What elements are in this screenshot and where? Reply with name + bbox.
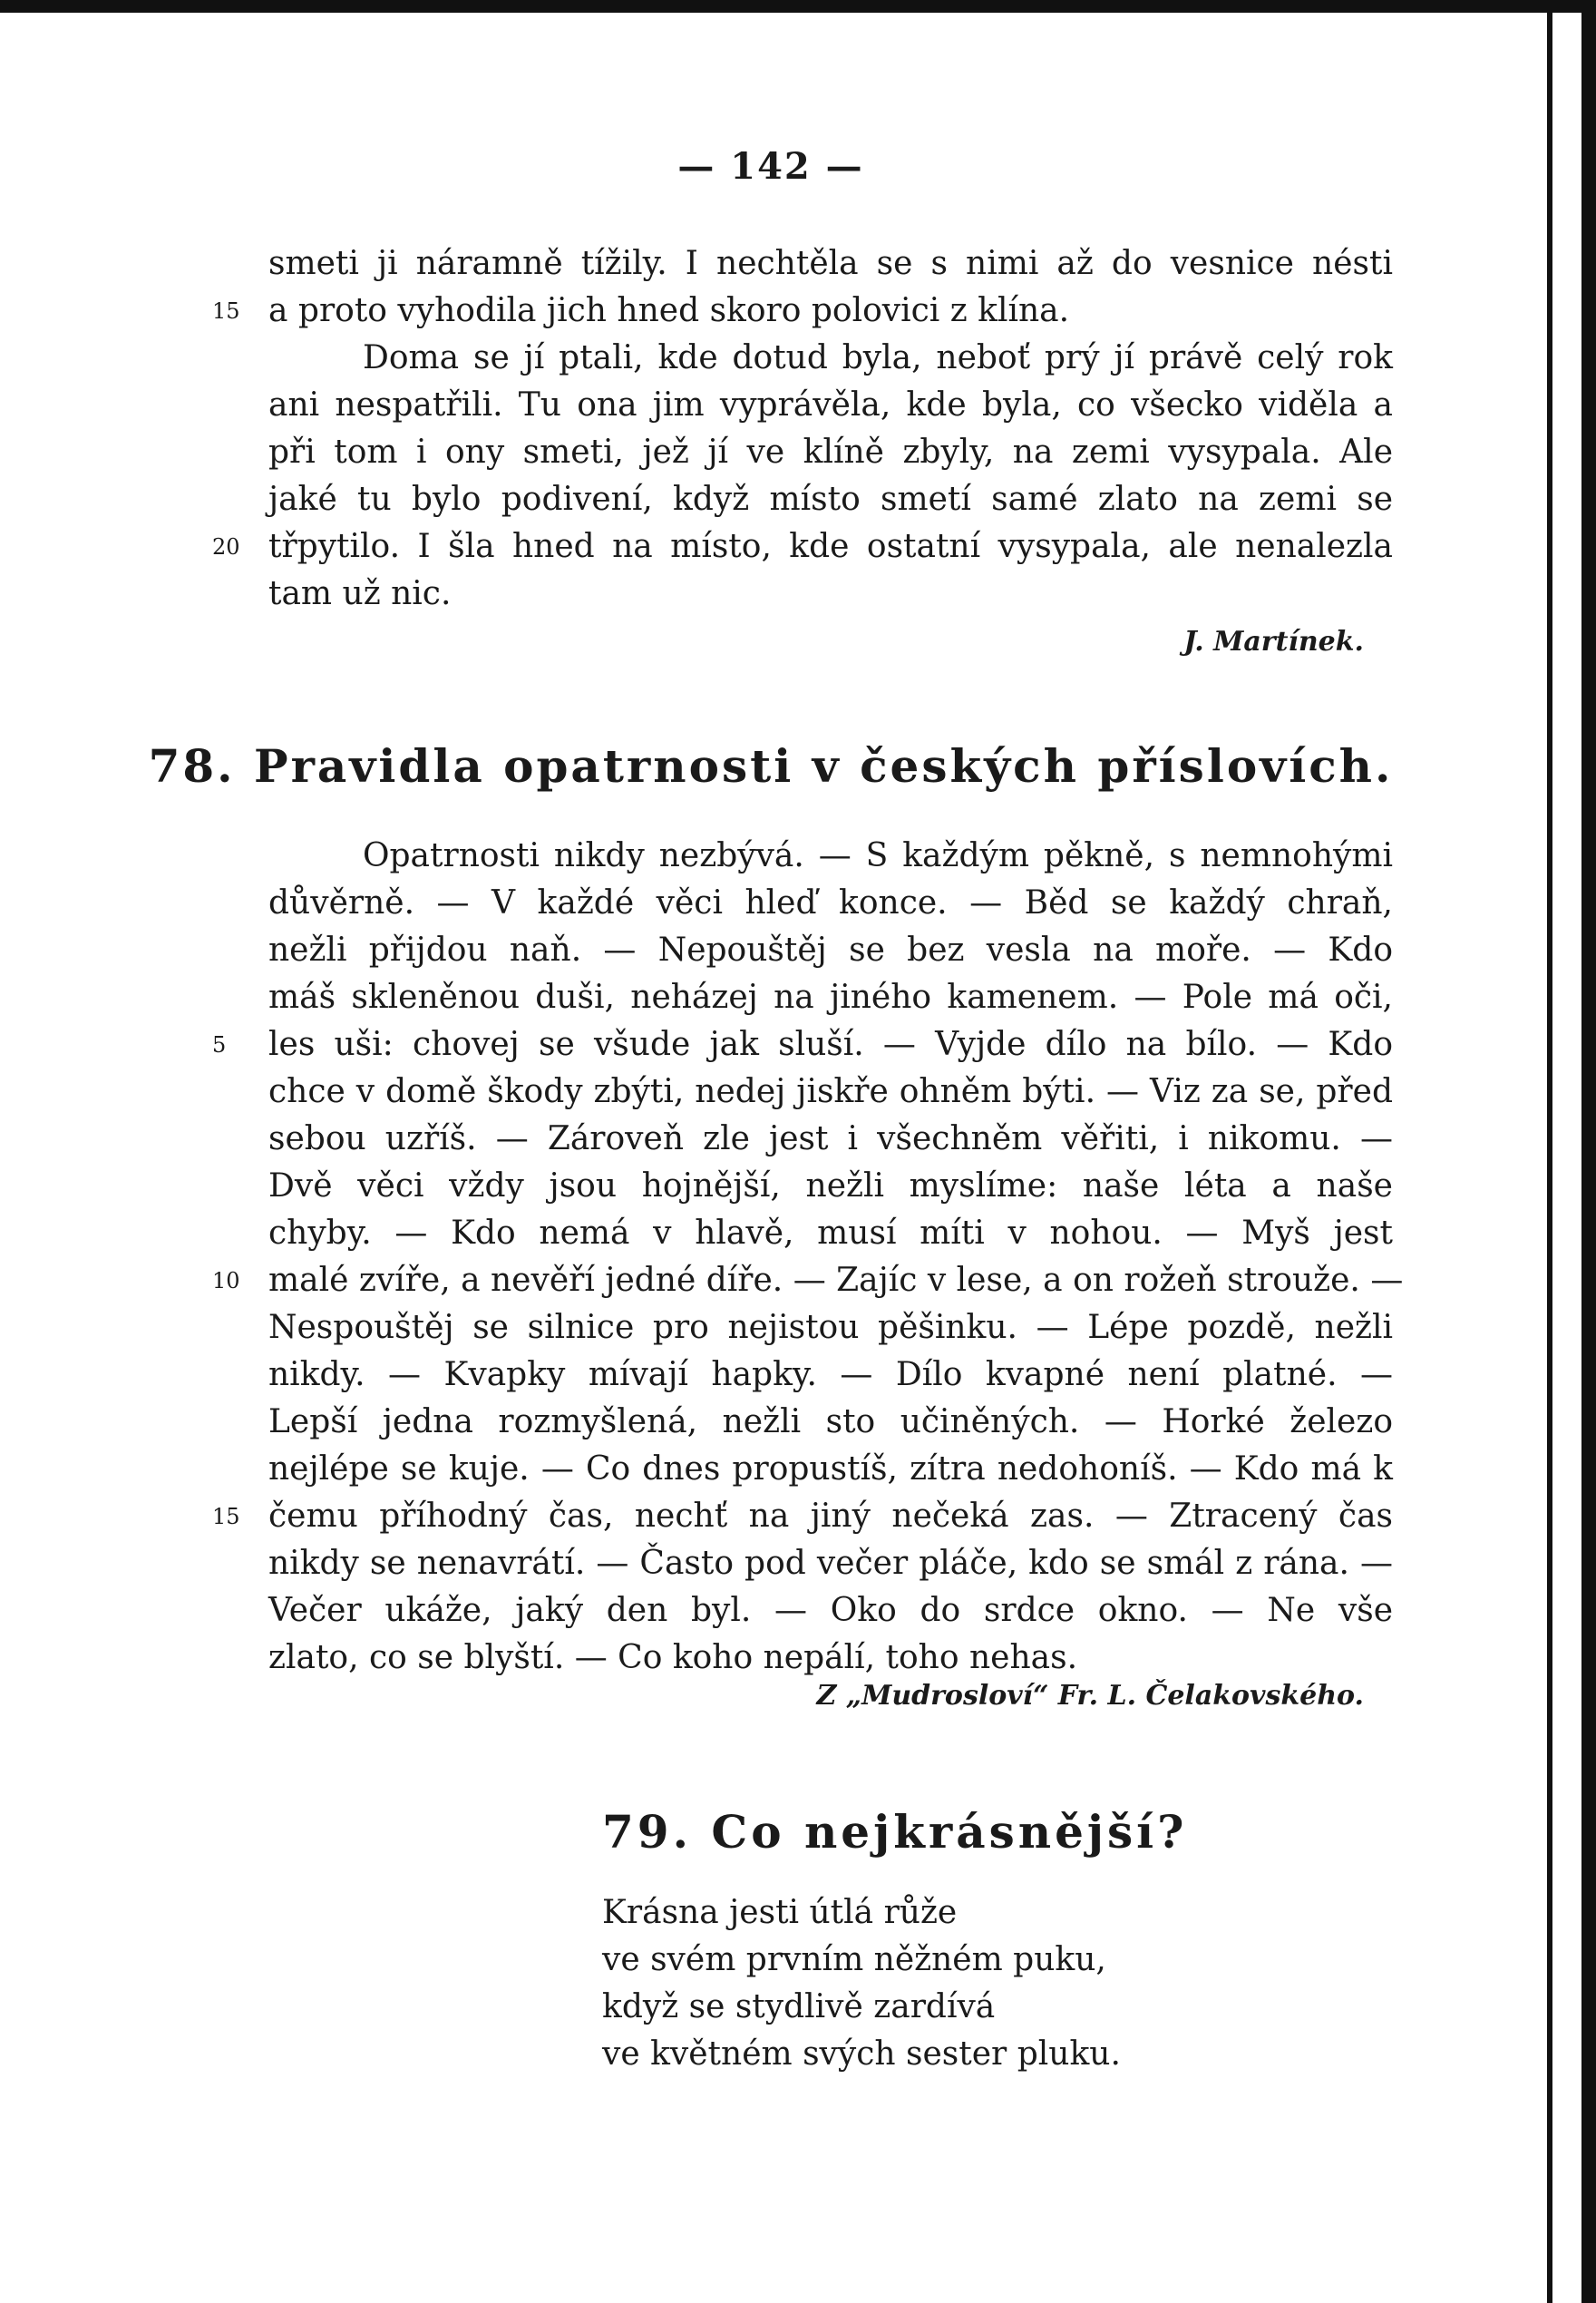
poem-line: Krásna jesti útlá růže — [602, 1894, 958, 1931]
line-text: nikdy se nenavrátí. — Často pod večer pláče, kdo se smál z rána. — — [268, 1545, 1393, 1582]
line-text: třpytilo. I šla hned na místo, kde ostatní vysypala, ale nenalezla — [268, 528, 1393, 565]
text-line — [268, 382, 1393, 429]
story-ending-text — [212, 240, 1393, 618]
text-line — [268, 1163, 1393, 1210]
proverbs-text — [212, 833, 1404, 1682]
line-text: Lepší jedna rozmyšlená, nežli sto učiněných. — Horké železo — [268, 1403, 1393, 1440]
line-text: máš skleněnou duši, neházej na jiného kamenem. — Pole má oči, — [268, 979, 1393, 1016]
line-text: chce v domě škody zbýti, nedej jiskře ohněm býti. — Viz za se, před — [268, 1073, 1393, 1110]
line-number: 5 — [212, 1032, 227, 1058]
line-text: chyby. — Kdo nemá v hlavě, musí míti v nohou. — Myš jest — [268, 1215, 1393, 1252]
scan-edge-right — [1581, 0, 1596, 2303]
line-number: 10 — [212, 1268, 240, 1293]
text-line — [212, 1021, 1393, 1069]
text-line — [268, 476, 1393, 523]
poem-line: když se stydlivě zardívá — [602, 1988, 996, 2025]
section-78-heading: 78. Pravidla opatrnosti v českých příslovích. — [148, 739, 1394, 793]
line-text: čemu příhodný čas, nechť na jiný nečeká zas. — Ztracený čas — [268, 1498, 1393, 1535]
line-text: nikdy. — Kvapky mívají hapky. — Dílo kvapné není platné. — — [268, 1356, 1393, 1393]
line-text: zlato, co se blyští. — Co koho nepálí, toho nehas. — [268, 1639, 1078, 1676]
text-line — [268, 1540, 1393, 1587]
text-line — [268, 1446, 1393, 1493]
poem-line: ve květném svých sester pluku. — [602, 2035, 1121, 2073]
line-text: a proto vyhodila jich hned skoro polovici z klína. — [268, 292, 1070, 329]
line-text: nežli přijdou naň. — Nepouštěj se bez vesla na moře. — Kdo — [268, 932, 1393, 969]
text-line — [268, 1635, 1393, 1682]
text-line — [268, 429, 1393, 476]
text-line — [268, 1069, 1393, 1116]
line-text: les uši: chovej se všude jak sluší. — Vyjde dílo na bílo. — Kdo — [268, 1026, 1393, 1063]
section-79-heading: 79. Co nejkrásnější? — [602, 1805, 1188, 1859]
line-number: 15 — [212, 298, 240, 324]
text-line — [268, 1116, 1393, 1163]
text-line — [268, 974, 1393, 1021]
line-text: důvěrně. — V každé věci hleď konce. — Běd se každý chraň, — [268, 884, 1393, 922]
line-text: při tom i ony smeti, jež jí ve klíně zbyly, na zemi vysypala. Ale — [268, 434, 1393, 471]
line-text: malé zvíře, a nevěří jedné díře. — Zajíc v lese, a on rožeň strouže. — — [268, 1262, 1404, 1299]
text-line — [268, 880, 1393, 927]
text-line — [212, 288, 1393, 335]
text-line — [268, 240, 1393, 288]
text-line — [268, 335, 1393, 382]
line-text: nejlépe se kuje. — Co dnes propustíš, zítra nedohoníš. — Kdo má k — [268, 1450, 1393, 1488]
story-author: J. Martínek. — [1183, 626, 1364, 658]
line-text: smeti ji náramně tížily. I nechtěla se s nimi až do vesnice nésti — [268, 245, 1393, 282]
proverbs-source: Z „Mudrosloví“ Fr. L. Čelakovského. — [816, 1680, 1364, 1712]
poem-stanza — [602, 1889, 1418, 2078]
line-text: Dvě věci vždy jsou hojnější, nežli myslíme: naše léta a naše — [268, 1167, 1393, 1205]
text-line — [268, 1304, 1393, 1352]
text-line — [268, 571, 1393, 618]
line-text: tam už nic. — [268, 575, 452, 612]
line-number: 20 — [212, 534, 240, 560]
line-text: Opatrnosti nikdy nezbývá. — S každým pěkně, s nemnohými — [363, 837, 1393, 874]
line-text: sebou uzříš. — Zároveň zle jest i všechněm věřiti, i nikomu. — — [268, 1120, 1393, 1157]
text-line — [268, 833, 1393, 880]
line-text: Večer ukáže, jaký den byl. — Oko do srdce okno. — Ne vše — [268, 1592, 1393, 1629]
text-line — [268, 1210, 1393, 1257]
text-line — [268, 1352, 1393, 1399]
line-text: jaké tu bylo podivení, když místo smetí samé zlato na zemi se — [268, 481, 1393, 518]
line-number: 15 — [212, 1504, 240, 1529]
text-line — [268, 1399, 1393, 1446]
line-text: Nespouštěj se silnice pro nejistou pěšinku. — Lépe pozdě, nežli — [268, 1309, 1393, 1346]
text-line — [268, 1587, 1393, 1635]
text-line — [212, 1493, 1393, 1540]
line-text: ani nespatřili. Tu ona jim vyprávěla, kde byla, co všecko viděla a — [268, 386, 1393, 424]
text-line — [212, 1257, 1404, 1304]
text-line — [212, 523, 1393, 571]
line-text: Doma se jí ptali, kde dotud byla, neboť prý jí právě celý rok — [363, 339, 1393, 376]
text-line — [268, 927, 1393, 974]
poem-line: ve svém prvním něžném puku, — [602, 1941, 1106, 1978]
scan-border-right — [1547, 0, 1552, 2303]
page-number: — 142 — — [677, 145, 864, 188]
